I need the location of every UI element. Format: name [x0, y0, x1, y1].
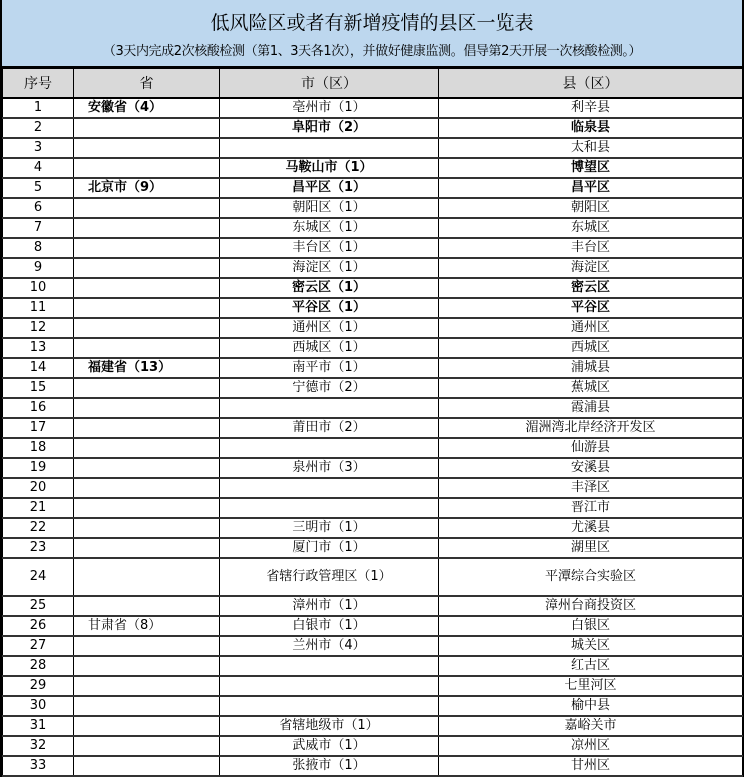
- table-row: [3, 498, 743, 518]
- cell-city[interactable]: [220, 478, 439, 498]
- table-row: [3, 378, 743, 398]
- table-row: [3, 418, 743, 438]
- cell-county[interactable]: 晋江市: [439, 498, 743, 518]
- cell-city[interactable]: 海淀区（1）: [220, 258, 439, 278]
- cell-province[interactable]: 甘肃省（8）: [74, 616, 220, 636]
- cell-county[interactable]: 昌平区: [439, 178, 743, 198]
- cell-province[interactable]: [74, 478, 220, 498]
- cell-no[interactable]: 12: [3, 318, 74, 338]
- cell-city[interactable]: [220, 498, 439, 518]
- cell-county[interactable]: 博望区: [439, 158, 743, 178]
- cell-city[interactable]: [220, 438, 439, 458]
- table-row: [3, 358, 743, 378]
- table-row: [3, 676, 743, 696]
- table-row: [3, 238, 743, 258]
- cell-province[interactable]: [74, 736, 220, 756]
- cell-province[interactable]: 北京市（9）: [74, 178, 220, 198]
- table-subtitle: （3天内完成2次核酸检测（第1、3天各1次），并做好健康监测。倡导第2天开展一次核酸检测。）: [102, 44, 642, 59]
- table-row: [3, 756, 743, 776]
- title-block: [2, 0, 742, 68]
- table-row: [3, 696, 743, 716]
- cell-city[interactable]: 西城区（1）: [220, 338, 439, 358]
- cell-no[interactable]: 33: [3, 756, 74, 776]
- cell-province[interactable]: [74, 518, 220, 538]
- cell-no[interactable]: 29: [3, 676, 74, 696]
- cell-no[interactable]: 24: [3, 558, 74, 596]
- table-row: [3, 398, 743, 418]
- cell-city[interactable]: 白银市（1）: [220, 616, 439, 636]
- cell-county[interactable]: 东城区: [439, 218, 743, 238]
- cell-county[interactable]: 白银区: [439, 616, 743, 636]
- cell-city[interactable]: 厦门市（1）: [220, 538, 439, 558]
- cell-county[interactable]: 西城区: [439, 338, 743, 358]
- cell-no[interactable]: 7: [3, 218, 74, 238]
- cell-county[interactable]: 甘州区: [439, 756, 743, 776]
- table-title: 低风险区或者有新增疫情的县区一览表: [210, 12, 534, 34]
- cell-province[interactable]: [74, 656, 220, 676]
- cell-county[interactable]: 密云区: [439, 278, 743, 298]
- cell-province[interactable]: [74, 596, 220, 616]
- table-row: [3, 636, 743, 656]
- cell-city[interactable]: [220, 138, 439, 158]
- table-row: [3, 338, 743, 358]
- cell-county[interactable]: 湄洲湾北岸经济开发区: [439, 418, 743, 438]
- header-county[interactable]: 县（区）: [439, 69, 743, 99]
- table-row: [3, 716, 743, 736]
- cell-province[interactable]: [74, 338, 220, 358]
- cell-no[interactable]: 32: [3, 736, 74, 756]
- table-row: [3, 558, 743, 596]
- cell-no[interactable]: 19: [3, 458, 74, 478]
- cell-county[interactable]: 湖里区: [439, 538, 743, 558]
- cell-city[interactable]: [220, 696, 439, 716]
- cell-province[interactable]: [74, 318, 220, 338]
- table-row: [3, 656, 743, 676]
- table-row: [3, 538, 743, 558]
- cell-no[interactable]: 8: [3, 238, 74, 258]
- cell-county[interactable]: 朝阳区: [439, 198, 743, 218]
- header-row: [3, 69, 743, 99]
- cell-county[interactable]: 临泉县: [439, 118, 743, 138]
- cell-county[interactable]: 平潭综合实验区: [439, 558, 743, 596]
- table-row: [3, 98, 743, 118]
- table-row: [3, 198, 743, 218]
- cell-county[interactable]: 丰泽区: [439, 478, 743, 498]
- cell-city[interactable]: 朝阳区（1）: [220, 198, 439, 218]
- cell-province[interactable]: [74, 558, 220, 596]
- cell-city[interactable]: 宁德市（2）: [220, 378, 439, 398]
- cell-no[interactable]: 28: [3, 656, 74, 676]
- table-row: [3, 218, 743, 238]
- cell-county[interactable]: 蕉城区: [439, 378, 743, 398]
- cell-no[interactable]: 30: [3, 696, 74, 716]
- cell-city[interactable]: 省辖行政管理区（1）: [220, 558, 439, 596]
- cell-city[interactable]: [220, 676, 439, 696]
- cell-province[interactable]: [74, 458, 220, 478]
- cell-no[interactable]: 11: [3, 298, 74, 318]
- cell-province[interactable]: [74, 398, 220, 418]
- cell-province[interactable]: [74, 696, 220, 716]
- cell-no[interactable]: 22: [3, 518, 74, 538]
- cell-county[interactable]: 尤溪县: [439, 518, 743, 538]
- cell-county[interactable]: 仙游县: [439, 438, 743, 458]
- cell-province[interactable]: [74, 418, 220, 438]
- cell-no[interactable]: 10: [3, 278, 74, 298]
- cell-county[interactable]: 太和县: [439, 138, 743, 158]
- header-province[interactable]: 省: [74, 69, 220, 99]
- cell-no[interactable]: 21: [3, 498, 74, 518]
- cell-city[interactable]: 三明市（1）: [220, 518, 439, 538]
- cell-no[interactable]: 2: [3, 118, 74, 138]
- table-row: [3, 478, 743, 498]
- table-row: [3, 318, 743, 338]
- cell-city[interactable]: 兰州市（4）: [220, 636, 439, 656]
- table-row: [3, 118, 743, 138]
- cell-county[interactable]: 海淀区: [439, 258, 743, 278]
- cell-no[interactable]: 9: [3, 258, 74, 278]
- cell-city[interactable]: 南平市（1）: [220, 358, 439, 378]
- table-row: [3, 736, 743, 756]
- cell-province[interactable]: [74, 238, 220, 258]
- table-row: [3, 258, 743, 278]
- cell-no[interactable]: 18: [3, 438, 74, 458]
- cell-city[interactable]: [220, 656, 439, 676]
- cell-city[interactable]: 莆田市（2）: [220, 418, 439, 438]
- table-row: [3, 158, 743, 178]
- cell-city[interactable]: 马鞍山市（1）: [220, 158, 439, 178]
- cell-no[interactable]: 26: [3, 616, 74, 636]
- cell-province[interactable]: [74, 118, 220, 138]
- cell-province[interactable]: [74, 218, 220, 238]
- cell-city[interactable]: [220, 398, 439, 418]
- cell-no[interactable]: 25: [3, 596, 74, 616]
- cell-county[interactable]: 平谷区: [439, 298, 743, 318]
- cell-city[interactable]: 通州区（1）: [220, 318, 439, 338]
- cell-county[interactable]: 霞浦县: [439, 398, 743, 418]
- cell-county[interactable]: 浦城县: [439, 358, 743, 378]
- cell-province[interactable]: [74, 438, 220, 458]
- cell-no[interactable]: 15: [3, 378, 74, 398]
- risk-area-table: [2, 68, 743, 777]
- cell-city[interactable]: 平谷区（1）: [220, 298, 439, 318]
- cell-province[interactable]: [74, 498, 220, 518]
- cell-city[interactable]: 密云区（1）: [220, 278, 439, 298]
- cell-no[interactable]: 13: [3, 338, 74, 358]
- cell-province[interactable]: [74, 158, 220, 178]
- cell-city[interactable]: 东城区（1）: [220, 218, 439, 238]
- cell-no[interactable]: 14: [3, 358, 74, 378]
- cell-city[interactable]: 武威市（1）: [220, 736, 439, 756]
- header-city[interactable]: 市（区）: [220, 69, 439, 99]
- cell-city[interactable]: 泉州市（3）: [220, 458, 439, 478]
- cell-no[interactable]: 1: [3, 98, 74, 118]
- cell-province[interactable]: [74, 198, 220, 218]
- table-row: [3, 616, 743, 636]
- cell-province[interactable]: [74, 138, 220, 158]
- table-row: [3, 596, 743, 616]
- cell-province[interactable]: [74, 636, 220, 656]
- cell-county[interactable]: 凉州区: [439, 736, 743, 756]
- cell-province[interactable]: 安徽省（4）: [74, 98, 220, 118]
- cell-county[interactable]: 漳州台商投资区: [439, 596, 743, 616]
- table-row: [3, 178, 743, 198]
- table-row: [3, 438, 743, 458]
- table-row: [3, 298, 743, 318]
- cell-city[interactable]: 张掖市（1）: [220, 756, 439, 776]
- cell-county[interactable]: 丰台区: [439, 238, 743, 258]
- cell-province[interactable]: [74, 538, 220, 558]
- cell-no[interactable]: 3: [3, 138, 74, 158]
- cell-county[interactable]: 嘉峪关市: [439, 716, 743, 736]
- cell-no[interactable]: 20: [3, 478, 74, 498]
- cell-no[interactable]: 17: [3, 418, 74, 438]
- cell-province[interactable]: [74, 756, 220, 776]
- table-row: [3, 518, 743, 538]
- cell-city[interactable]: 亳州市（1）: [220, 98, 439, 118]
- cell-province[interactable]: [74, 676, 220, 696]
- cell-no[interactable]: 23: [3, 538, 74, 558]
- cell-county[interactable]: 利辛县: [439, 98, 743, 118]
- cell-city[interactable]: 阜阳市（2）: [220, 118, 439, 138]
- cell-no[interactable]: 4: [3, 158, 74, 178]
- table-body: [3, 98, 743, 776]
- cell-county[interactable]: 七里河区: [439, 676, 743, 696]
- table-row: [3, 458, 743, 478]
- cell-province[interactable]: [74, 716, 220, 736]
- cell-county[interactable]: 城关区: [439, 636, 743, 656]
- cell-no[interactable]: 16: [3, 398, 74, 418]
- cell-no[interactable]: 27: [3, 636, 74, 656]
- cell-no[interactable]: 6: [3, 198, 74, 218]
- cell-province[interactable]: [74, 258, 220, 278]
- header-no[interactable]: 序号: [3, 69, 74, 99]
- cell-province[interactable]: [74, 298, 220, 318]
- cell-county[interactable]: 安溪县: [439, 458, 743, 478]
- table-row: [3, 278, 743, 298]
- cell-province[interactable]: [74, 378, 220, 398]
- cell-county[interactable]: 通州区: [439, 318, 743, 338]
- cell-city[interactable]: 省辖地级市（1）: [220, 716, 439, 736]
- table-row: [3, 138, 743, 158]
- cell-province[interactable]: [74, 278, 220, 298]
- cell-city[interactable]: 昌平区（1）: [220, 178, 439, 198]
- cell-city[interactable]: 丰台区（1）: [220, 238, 439, 258]
- cell-province[interactable]: 福建省（13）: [74, 358, 220, 378]
- cell-no[interactable]: 5: [3, 178, 74, 198]
- cell-county[interactable]: 榆中县: [439, 696, 743, 716]
- cell-no[interactable]: 31: [3, 716, 74, 736]
- cell-county[interactable]: 红古区: [439, 656, 743, 676]
- cell-city[interactable]: 漳州市（1）: [220, 596, 439, 616]
